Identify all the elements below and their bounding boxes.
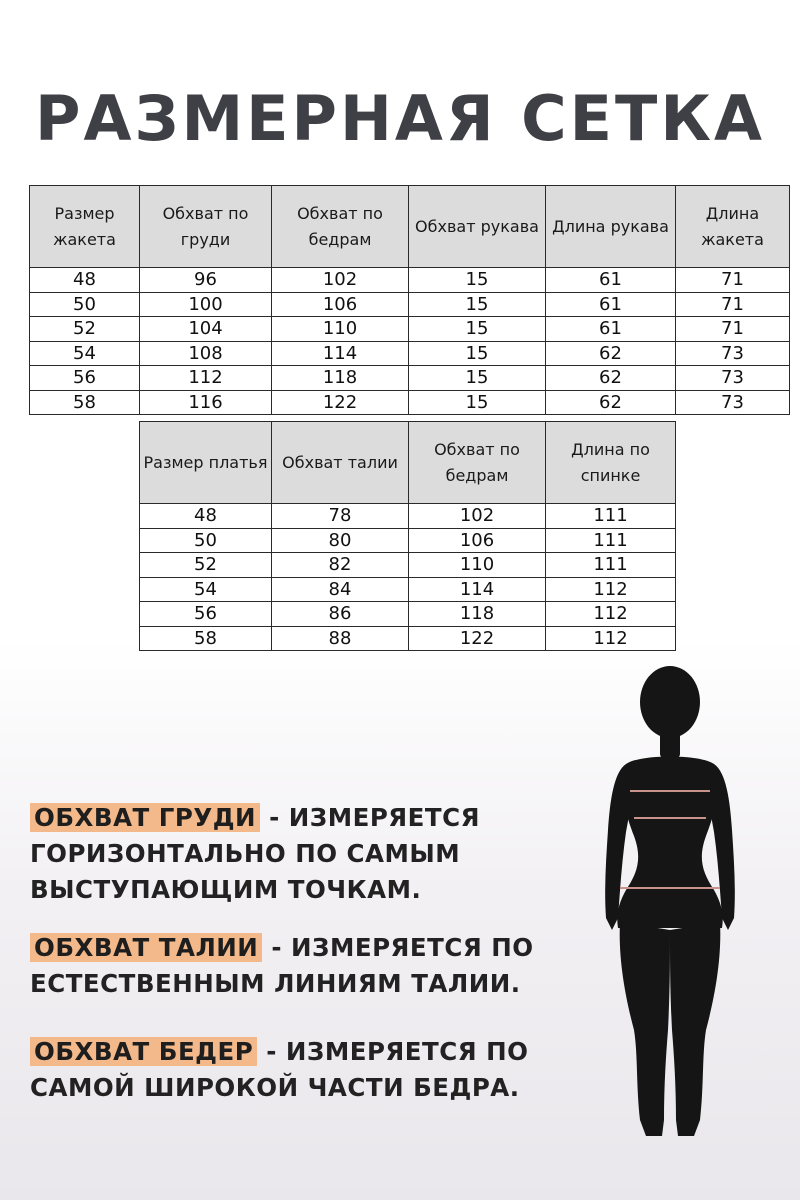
- header-chest: Обхват по груди: [140, 186, 272, 268]
- header-waist: Обхват талии: [272, 422, 409, 504]
- table-cell: 52: [140, 553, 272, 578]
- table-row: [30, 292, 790, 317]
- table-cell: 80: [272, 528, 409, 553]
- table-cell: 112: [546, 626, 676, 651]
- header-hips: Обхват по бедрам: [409, 422, 546, 504]
- table-cell: 48: [140, 504, 272, 529]
- chest-term: ОБХВАТ ГРУДИ: [30, 803, 260, 832]
- table-cell: 112: [546, 577, 676, 602]
- table-cell: 71: [676, 317, 790, 342]
- table-cell: 61: [546, 317, 676, 342]
- table-row: [30, 390, 790, 415]
- table-cell: 54: [30, 341, 140, 366]
- table-row: [140, 577, 676, 602]
- table-cell: 15: [409, 366, 546, 391]
- table-cell: 15: [409, 268, 546, 293]
- table-cell: 15: [409, 390, 546, 415]
- chest-text: - ИЗМЕРЯЕТСЯ ГОРИЗОНТАЛЬНО ПО САМЫМ ВЫСТУПАЮЩИМ ТОЧКАМ.: [30, 803, 480, 904]
- table-cell: 110: [272, 317, 409, 342]
- table-cell: 50: [140, 528, 272, 553]
- table-cell: 116: [140, 390, 272, 415]
- table-cell: 88: [272, 626, 409, 651]
- jacket-size-table: [29, 185, 790, 415]
- table-cell: 106: [409, 528, 546, 553]
- dress-size-table: [139, 421, 676, 651]
- table-cell: 100: [140, 292, 272, 317]
- table-row: [140, 528, 676, 553]
- table-row: [30, 268, 790, 293]
- table-cell: 48: [30, 268, 140, 293]
- table-cell: 122: [409, 626, 546, 651]
- page-title: РАЗМЕРНАЯ СЕТКА: [35, 82, 765, 155]
- table-cell: 110: [409, 553, 546, 578]
- waist-text: - ИЗМЕРЯЕТСЯ ПО ЕСТЕСТВЕННЫМ ЛИНИЯМ ТАЛИИ.: [30, 933, 534, 998]
- table-cell: 50: [30, 292, 140, 317]
- table-row: [140, 504, 676, 529]
- table-cell: 62: [546, 341, 676, 366]
- table-cell: 118: [409, 602, 546, 627]
- table-row: [30, 366, 790, 391]
- table-row: [30, 317, 790, 342]
- table-cell: 84: [272, 577, 409, 602]
- table-cell: 104: [140, 317, 272, 342]
- table-row: [140, 602, 676, 627]
- table-cell: 15: [409, 317, 546, 342]
- header-hips: Обхват по бедрам: [272, 186, 409, 268]
- table-cell: 71: [676, 292, 790, 317]
- table-cell: 15: [409, 341, 546, 366]
- table-cell: 58: [30, 390, 140, 415]
- waist-description: [30, 930, 620, 1002]
- table-cell: 56: [30, 366, 140, 391]
- table-row: [140, 553, 676, 578]
- table-cell: 111: [546, 504, 676, 529]
- table-cell: 58: [140, 626, 272, 651]
- table-cell: 71: [676, 268, 790, 293]
- table-cell: 112: [140, 366, 272, 391]
- table-cell: 102: [409, 504, 546, 529]
- waist-term: ОБХВАТ ТАЛИИ: [30, 933, 262, 962]
- chest-description: [30, 800, 620, 908]
- table-cell: 56: [140, 602, 272, 627]
- hips-text: - ИЗМЕРЯЕТСЯ ПО САМОЙ ШИРОКОЙ ЧАСТИ БЕДРА.: [30, 1037, 529, 1102]
- table-cell: 106: [272, 292, 409, 317]
- header-jacket-length: Длина жакета: [676, 186, 790, 268]
- table-cell: 102: [272, 268, 409, 293]
- table-cell: 96: [140, 268, 272, 293]
- table-cell: 86: [272, 602, 409, 627]
- table-cell: 73: [676, 390, 790, 415]
- table-header-row: [30, 186, 790, 268]
- table-cell: 111: [546, 553, 676, 578]
- header-sleeve-length: Длина рукава: [546, 186, 676, 268]
- table-cell: 62: [546, 390, 676, 415]
- table-header-row: [140, 422, 676, 504]
- hips-term: ОБХВАТ БЕДЕР: [30, 1037, 257, 1066]
- table-cell: 114: [409, 577, 546, 602]
- header-jacket-size: Размер жакета: [30, 186, 140, 268]
- table-cell: 73: [676, 366, 790, 391]
- header-back-length: Длина по спинке: [546, 422, 676, 504]
- table-cell: 54: [140, 577, 272, 602]
- table-cell: 122: [272, 390, 409, 415]
- female-silhouette-icon: [590, 660, 750, 1140]
- table-cell: 82: [272, 553, 409, 578]
- table-cell: 108: [140, 341, 272, 366]
- hips-description: [30, 1034, 620, 1106]
- header-sleeve-girth: Обхват рукава: [409, 186, 546, 268]
- table-cell: 61: [546, 292, 676, 317]
- table-row: [140, 626, 676, 651]
- table-cell: 15: [409, 292, 546, 317]
- table-cell: 62: [546, 366, 676, 391]
- table-cell: 52: [30, 317, 140, 342]
- table-cell: 112: [546, 602, 676, 627]
- table-cell: 61: [546, 268, 676, 293]
- table-row: [30, 341, 790, 366]
- table-cell: 118: [272, 366, 409, 391]
- table-cell: 78: [272, 504, 409, 529]
- table-cell: 114: [272, 341, 409, 366]
- table-cell: 111: [546, 528, 676, 553]
- header-dress-size: Размер платья: [140, 422, 272, 504]
- table-cell: 73: [676, 341, 790, 366]
